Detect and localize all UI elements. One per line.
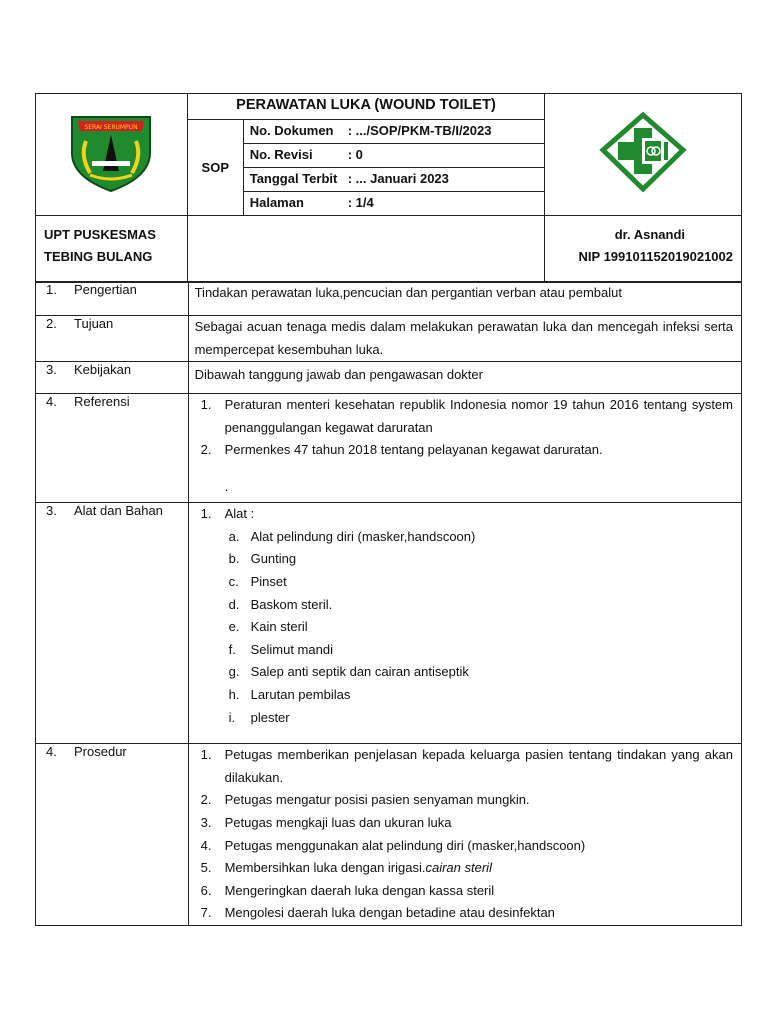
list-item: e. Kain steril [228,619,308,635]
regional-emblem-icon [66,111,156,193]
list-item: 1. Alat : [200,506,255,522]
doc-number-label: No. Dokumen [249,123,334,138]
organization-line-2: TEBING BULANG [44,249,153,264]
page-value: : 1/4 [347,195,374,210]
list-item: c. Pinset [228,573,287,589]
list-item: a. Alat pelindung diri (masker,handscoon) [228,528,476,544]
section-label: 1. Pengertian [36,282,189,316]
section-label: 3. Kebijakan [36,362,189,394]
section-label: 2. Tujuan [36,316,189,362]
signer-name: dr. Asnandi [614,227,685,242]
list-item: 5. Membersihkan luka dengan irigasi.cairan steril [200,860,492,876]
doc-number-row [243,120,544,144]
signer-nip: NIP 199101152019021002 [578,249,733,264]
list-item: 4. Petugas menggunakan alat pelindung diri (masker,handscoon) [200,837,586,853]
blank-cell [187,216,544,283]
revision-row [243,144,544,168]
sop-label: SOP [187,120,243,216]
section-alat-dan-bahan [188,503,741,744]
list-item: i. plester [228,709,290,725]
organization-line-1: UPT PUSKESMAS [44,227,156,242]
revision-value: : 0 [347,147,363,162]
section-kebijakan: Dibawah tanggung jawab dan pengawasan dokter [188,362,741,394]
list-item: d. Baskom steril. [228,596,333,612]
list-item: b. Gunting [228,551,297,567]
section-label: 4. Referensi [36,394,189,503]
section-prosedur [188,744,741,926]
list-item: 1. Peraturan menteri kesehatan republik Indonesia nomor 19 tahun 2016 tentang system penanggulangan kegawat daruratan [200,397,733,435]
list-item: f. Selimut mandi [228,641,333,657]
issue-date-row [243,168,544,192]
section-label: 4. Prosedur [36,744,189,926]
list-item: 6. Mengeringkan daerah luka dengan kassa steril [200,882,495,898]
sop-content-table [35,281,742,926]
right-logo-cell [545,94,742,216]
doc-number-value: : .../SOP/PKM-TB/I/2023 [347,123,492,138]
header-table [35,93,742,283]
svg-text:SERAI SERUMPUN: SERAI SERUMPUN [84,124,138,131]
list-item: g. Salep anti septik dan cairan antiseptik [228,664,469,680]
document-title: PERAWATAN LUKA (WOUND TOILET) [187,94,544,120]
signature-cell [545,216,742,283]
list-item: 2. Petugas mengatur posisi pasien senyaman mungkin. [200,792,530,808]
section-tujuan: Sebagai acuan tenaga medis dalam melakukan perawatan luka dan mencegah infeksi serta mempercepat kesembuhan luka. [188,316,741,362]
section-label: 3. Alat dan Bahan [36,503,189,744]
list-item: 3. Petugas mengkaji luas dan ukuran luka [200,814,452,830]
page-label: Halaman [249,195,304,210]
left-logo-cell [36,94,188,216]
organization-cell [36,216,188,283]
section-pengertian: Tindakan perawatan luka,pencucian dan pergantian verban atau pembalut [188,282,741,316]
puskesmas-cross-icon [598,112,688,192]
section-referensi [188,394,741,503]
revision-label: No. Revisi [249,147,313,162]
list-item: h. Larutan pembilas [228,686,351,702]
list-item: 2. Permenkes 47 tahun 2018 tentang pelayanan kegawat daruratan. [200,442,603,458]
list-item: 7. Mengolesi daerah luka dengan betadine atau desinfektan [200,905,555,921]
issue-date-value: : ... Januari 2023 [347,171,449,186]
page-row [243,192,544,216]
list-item: 1. Petugas memberikan penjelasan kepada keluarga pasien tentang tindakan yang akan dilakukan. [200,747,733,785]
trailing-dot: . [224,478,229,494]
issue-date-label: Tanggal Terbit [249,171,338,186]
